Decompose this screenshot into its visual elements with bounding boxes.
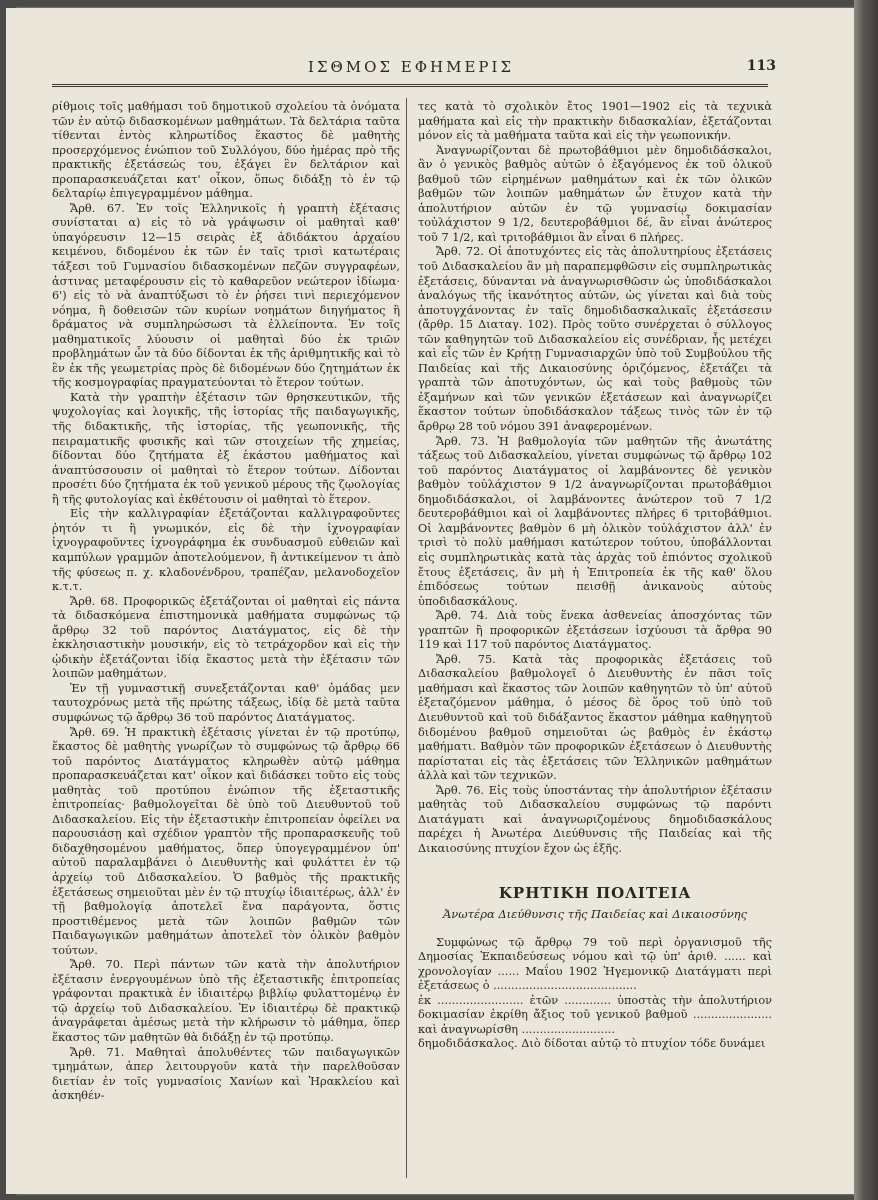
column-divider [406,98,407,1178]
paragraph: τες κατὰ τὸ σχολικὸν ἔτος 1901—1902 εἰς τὰ τεχνικὰ μαθήματα καὶ εἰς τὴν πρακτικὴν διδασκαλίαν, ἐξετάζονται μόνον εἰς τὰ μαθήματα ταῦτα καὶ εἰς τὴν γεωπονικήν. [418,100,772,143]
section-title: ΚΡΗΤΙΚΗ ΠΟΛΙΤΕΙΑ [498,884,692,903]
certificate-paragraph: δημοδιδάσκαλος. Διὸ δίδοται αὐτῷ τὸ πτυχίον τόδε δυνάμει [418,1037,766,1051]
newspaper-page [6,8,854,1194]
paragraph: Ἄρθ. 68. Προφορικῶς ἐξετάζονται οἱ μαθηταὶ εἰς πάντα τὰ διδασκόμενα ἐπιστημονικὰ μαθήματα συμφώνως τῷ ἄρθρῳ 32 τοῦ παρόντος Διατάγματος, εἰς δὲ τὴν ἐκκλησιαστικὴν μουσικήν, εἰς τὸ τετράχορδον καὶ εἰς τὴν ᾠδικὴν ἐξετάζονται ἰδίᾳ ἕκαστος μετὰ τὴν ἐξέτασιν τῶν λοιπῶν μαθημάτων. [52,594,400,681]
paragraph: Ἄρθ. 74. Διὰ τοὺς ἕνεκα ἀσθενείας ἀποσχόντας τῶν γραπτῶν ἢ προφορικῶν ἐξετάσεων ἰσχύουσι τὰ ἄρθρα 90 119 καὶ 117 τοῦ παρόντος Διατάγματος. [418,609,772,652]
paragraph: Ἄρθ. 70. Περὶ πάντων τῶν κατὰ τὴν ἀπολυτήριον ἐξέτασιν ἐνεργουμένων ὑπὸ τῆς ἐξεταστικῆς ἐπιτροπείας γράφονται πρακτικὰ ἐν ἰδιαιτέρῳ βιβλίῳ φυλαττομένῳ ἐν τῷ ἀρχείῳ τοῦ Διδασκαλείου. Ἐν ἰδιαιτέρῳ δὲ πρακτικῷ ἀναγράφεται ἀμέσως μετὰ τὴν κλήρωσιν τὸ μάθημα, ὅπερ ἕκαστος τῶν μαθητῶν θὰ διδάξῃ ἐν τῷ προτύπῳ. [52,958,400,1044]
certificate-paragraph: Συμφώνως τῷ ἄρθρῳ 79 τοῦ περὶ ὀργανισμοῦ τῆς Δημοσίας Ἐκπαιδεύσεως νόμου καὶ τῷ ὑπ' ἀριθ. ...... καὶ χρονολογίαν ...... Μαΐου 1902 Ἡγεμονικῷ Διατάγματι περὶ ἐξετάσεως ὁ ........................................ [418,935,772,993]
paragraph: Κατὰ τὴν γραπτὴν ἐξέτασιν τῶν θρησκευτικῶν, τῆς ψυχολογίας καὶ λογικῆς, τῆς ἱστορίας τῆς παιδαγωγικῆς, τῆς διδακτικῆς, τῆς ἱστορίας, τῆς γεωπονικῆς, τῆς πειραματικῆς φυσικῆς καὶ τῶν στοιχείων τῆς χημείας, δίδονται δύο ζητήματα ἐξ ἑκάστου μαθήματος καὶ ἀναπτύσσουσιν οἱ μαθηταὶ τὸ ἕτερον τούτων. Δίδονται προσέτι δύο ζητήματα ἐκ τοῦ γενικοῦ μέρους τῆς ζῳολογίας ἢ τῆς φυτολογίας καὶ ἐκθέτουσιν οἱ μαθηταὶ τὸ ἕτερον. [52,390,400,506]
paragraph: Ἄρθ. 75. Κατὰ τὰς προφορικὰς ἐξετάσεις τοῦ Διδασκαλείου βαθμολογεῖ ὁ Διευθυντὴς ἐν πᾶσι τοῖς μαθήμασι καὶ ἕκαστος τῶν λοιπῶν καθηγητῶν τὸ ὑπ' αὐτοῦ ἐξεταζόμενον μάθημα, ὁ μέσος δὲ ὅρος τοῦ ὑπὸ τοῦ Διευθυντοῦ καὶ τοῦ διδάξαντος ἕκαστον μάθημα καθηγητοῦ διδομένου βαθμοῦ σημειοῦται ὡς βαθμὸς ἐν ἑκάστῳ μαθήματι. Βαθμὸν τῶν προφορικῶν ἐξετάσεων ὁ Διευθυντὴς παρίσταται εἰς τὰς ἐξετάσεις τῶν Ἑλληνικῶν μαθημάτων ἀλλὰ καὶ τῶν τεχνικῶν. [418,652,772,783]
paragraph: Ἄρθ. 72. Οἱ ἀποτυχόντες εἰς τὰς ἀπολυτηρίους ἐξετάσεις τοῦ Διδασκαλείου ἂν μὴ παραπεμφθῶσιν εἰς συμπληρωτικὰς ἐξετάσεις, δύνανται νὰ ἀναγνωρισθῶσιν ὡς ὑποδιδάσκαλοι ἀναλόγως τῆς ἱκανότητος αὐτῶν, ὡς γίνεται καὶ διὰ τοὺς ἀποτυγχάνοντας ἐν ταῖς δημοδιδασκαλικαῖς ἐξετάσεσιν (ἄρθρ. 15 Διαταγ. 102). Πρὸς τοῦτο συνέρχεται ὁ σύλλογος τῶν καθηγητῶν τοῦ Διδασκαλείου εἰς συνέδριαν, ἧς μετέχει καὶ εἷς τῶν ἐν Κρήτῃ Γυμνασιαρχῶν ὑπὸ τοῦ Συμβούλου τῆς Παιδείας καὶ τῆς Δικαιοσύνης ὁριζόμενος, ἐξετάζει τὰ γραπτὰ τῶν ἀποτυχόντων, ὡς καὶ τοὺς βαθμοὺς τῶν ἐξαμήνων καὶ τῶν γενικῶν ἐξετάσεων καὶ ἀναγνωρίζει ἕκαστον τούτων ὑποδιδάσκαλον τάξεως τινὸς τῶν ἐν τῷ ἄρθρῳ 28 τοῦ νόμου 391 ἀναφερομένων. [418,245,772,434]
section-subtitle: Ἀνωτέρα Διεύθυνσις τῆς Παιδείας καὶ Δικαιοσύνης [442,906,748,921]
book-spine [854,0,878,1200]
paragraph: Ἀναγνωρίζονται δὲ πρωτοβάθμιοι μὲν δημοδιδάσκαλοι, ἂν ὁ γενικὸς βαθμὸς αὐτῶν ὁ ἐξαγόμενος ἐκ τοῦ ὁλικοῦ βαθμοῦ τῶν εἰρημένων μαθημάτων καὶ ἐκ τῶν ὁλικῶν βαθμῶν τῶν λοιπῶν μαθημάτων ὧν ἔτυχον κατὰ τὴν ἀπολυτήριον αὐτῶν ἐν τῷ γυμνασίῳ δοκιμασίαν τοὐλάχιστον 9 1/2, δευτεροβάθμιοι δέ, ἂν εἶναι ἀνώτερος τοῦ 7 1/2, καὶ τριτοβάθμιοι ἂν εἶναι 6 πλήρες. [418,143,772,244]
page-header [46,56,776,78]
paragraph: ρίθμοις τοῖς μαθήμασι τοῦ δημοτικοῦ σχολείου τὰ ὀνόματα τῶν ἐν αὐτῷ διδασκομένων μαθημάτων. Τὰ δελτάρια ταῦτα τίθενται ἐντὸς κληρωτίδος ἕκαστος δὲ μαθητὴς προσερχόμενος ἐνώπιον τοῦ Συλλόγου, δύο ἡμέρας πρὸ τῆς πρακτικῆς ἐξετάσεώς του, ἐξάγει ἓν δελτάριον καὶ προπαρασκευάζεται κατ' οἶκον, ὅπως διδάξῃ τὸ ἐν τῷ δελταρίῳ ἐπιγεγραμμένον μάθημα. [52,100,400,201]
paragraph: Ἐν τῇ γυμναστικῇ συνεξετάζονται καθ' ὁμάδας μεν ταυτοχρόνως μετὰ τῆς πρώτης τάξεως, ἰδίᾳ δὲ μετὰ ταῦτα συμφώνως τῷ ἄρθρῳ 36 τοῦ παρόντος Διατάγματος. [52,681,400,724]
header-rule [52,84,768,87]
paragraph: Ἄρθ. 76. Εἰς τοὺς ὑποστάντας τὴν ἀπολυτήριον ἐξέτασιν μαθητὰς τοῦ Διδασκαλείου συμφώνως τῷ παρόντι Διατάγματι καὶ ἀναγνωριζομένους δημοδιδασκάλους παρέχει ἡ Ἀνωτέρα Διεύθυνσις τῆς Παιδείας καὶ τῆς Δικαιοσύνης πτυχίον ἔχον ὡς ἑξῆς. [418,783,772,855]
certificate-paragraph: ἐκ ........................ ἐτῶν ............. ὑποστὰς τὴν ἀπολυτήριον δοκιμασίαν ἐκρίθη ἄξιος τοῦ γενικοῦ βαθμοῦ ...................... καὶ ἀναγνωρίσθη .......................... [418,993,772,1036]
paragraph: Ἄρθ. 67. Ἐν τοῖς Ἑλληνικοῖς ἡ γραπτὴ ἐξέτασις συνίσταται α) εἰς τὸ νὰ γράψωσιν οἱ μαθηταὶ καθ' ὑπαγόρευσιν 12—15 σειρὰς ἐξ ἀδιδάκτου ἀρχαίου κειμένου, διδομένου ἐκ τῶν ἐν ταῖς τρισὶ κατωτέραις τάξεσι τοῦ Γυμνασίου διδασκομένων πεζῶν συγγραφέων, ἀστινας μεταφέρουσιν εἰς τὸ καθαρεῦον νεώτερον ἰδίωμα· 6') εἰς τὸ νὰ ἀναπτύξωσι τὸ ἐν ῥήσει τινὶ περιεχόμενον νόημα, ἢ δοθεισῶν τῶν κυρίων νοημάτων διηγήματος ἢ δράματος νὰ συμπληρώσωσι τὰ ἐλλείποντα. Ἐν τοῖς μαθηματικοῖς λύουσιν οἱ μαθηταὶ δύο ἐκ τριῶν προβλημάτων ὧν τὰ δύο δίδονται ἐκ τῆς ἀριθμητικῆς καὶ τὸ ἓν ἐκ τῆς γεωμετρίας πρὸς δὲ διδομένων δύο ζητημάτων ἐκ τῆς κοσμογραφίας πραγματεύονται τὸ ἕτερον τούτων. [52,201,400,390]
newspaper-title: ΙΣΘΜΟΣ ΕΦΗΜΕΡΙΣ [307,58,515,76]
page-number: 113 [746,58,776,74]
paragraph: Ἄρθ. 73. Ἡ βαθμολογία τῶν μαθητῶν τῆς ἀνωτάτης τάξεως τοῦ Διδασκαλείου, γίνεται συμφώνως τῷ ἄρθρῳ 102 τοῦ παρόντος Διατάγματος οἱ λαμβάνοντες δὲ γενικὸν βαθμὸν τοὐλάχιστον 9 1/2 ἀναγνωρίζονται πρωτοβάθμιοι δημοδιδάσκαλοι, οἱ λαμβάνοντες ἀνώτερον τοῦ 7 1/2 δευτεροβάθμιοι καὶ οἱ λαμβάνοντες πλήρες 6 τριτοβάθμιοι. Οἱ λαμβάνοντες βαθμὸν 6 μὴ ὁλικὸν τοὐλάχιστον ἀλλ' ἐν τρισὶ τὸ πολὺ μαθήμασι κατώτερον τούτου, ὑποβάλλονται εἰς συμπληρωτικὰς κατὰ τὰς ἀρχὰς τοῦ ἐπιόντος σχολικοῦ ἔτους ἐξετάσεις, ἂν μὴ ἡ Ἐπιτροπεία ἐκ τῆς καθ' ὅλου ἐπιδόσεως τούτων πεισθῇ ἀνικανοὺς αὐτοὺς ὑποδιδασκάλους. [418,434,772,608]
paragraph: Εἰς τὴν καλλιγραφίαν ἐξετάζονται καλλιγραφοῦντες ῥητόν τι ἢ γνωμικόν, εἰς δὲ τὴν ἰχνογραφίαν ἰχνογραφοῦντες ἰχνογράφημα ἐκ συνδυασμοῦ εὐθειῶν καὶ καμπύλων γραμμῶν ἀποτελούμενον, ἢ ἀντικείμενον τι ἀπὸ τῆς φύσεως π. χ. κλαδονένδρου, τραπέζαν, μελανοδοχεῖον κ.τ.τ. [52,507,400,594]
right-column [418,100,772,1052]
paragraph: Ἄρθ. 71. Μαθηταὶ ἀπολυθέντες τῶν παιδαγωγικῶν τμημάτων, ἀπερ λειτουργοῦν κατὰ τὴν παρελθοῦσαν διετίαν ἐν τοῖς γυμνασίοις Χανίων καὶ Ἡρακλείου καὶ ἀσκηθέν- [52,1045,400,1103]
paragraph: Ἄρθ. 69. Ἡ πρακτικὴ ἐξέτασις γίνεται ἐν τῷ προτύπῳ, ἕκαστος δὲ μαθητὴς γνωρίζων τὸ συμφώνως τῷ ἄρθρῳ 66 τοῦ παρόντος Διατάγματος κληρωθὲν αὐτῷ μάθημα προπαρασκευάζεται κατ' οἶκον καὶ διδάσκει τοῦτο εἰς τοὺς μαθητὰς τοῦ προτύπου ἐνώπιον τῆς ἐξεταστικῆς ἐπιτροπείας· βαθμολογεῖται δὲ ὑπὸ τοῦ Διευθυντοῦ τοῦ Διδασκαλείου. Εἰς τὴν ἐξεταστικὴν ἐπιτροπείαν ὀφείλει να παρουσιάσῃ καὶ σχέδιον γραπτὸν τῆς προπαρασκευῆς τοῦ διδαχθησομένου μαθήματος, ὅπερ ὑπογεγραμμένον ὑπ' αὐτοῦ παραλαμβάνει ὁ Διευθυντὴς καὶ φυλάττει ἐν τῷ ἀρχείῳ τοῦ Διδασκαλείου. Ὁ βαθμὸς τῆς πρακτικῆς ἐξετάσεως σημειοῦται μὲν ἐν τῷ πτυχίῳ ἰδιαιτέρως, ἀλλ' ἐν τῇ βαθμολογίᾳ ἀποτελεῖ ἕνα παράγοντα, ὅστις προστιθέμενος μετὰ τῶν λοιπῶν βαθμῶν τῶν Παιδαγωγικῶν μαθημάτων ἀποτελεῖ τὸν ὁλικὸν βαθμὸν τούτων. [52,725,400,957]
left-column [52,100,400,1104]
